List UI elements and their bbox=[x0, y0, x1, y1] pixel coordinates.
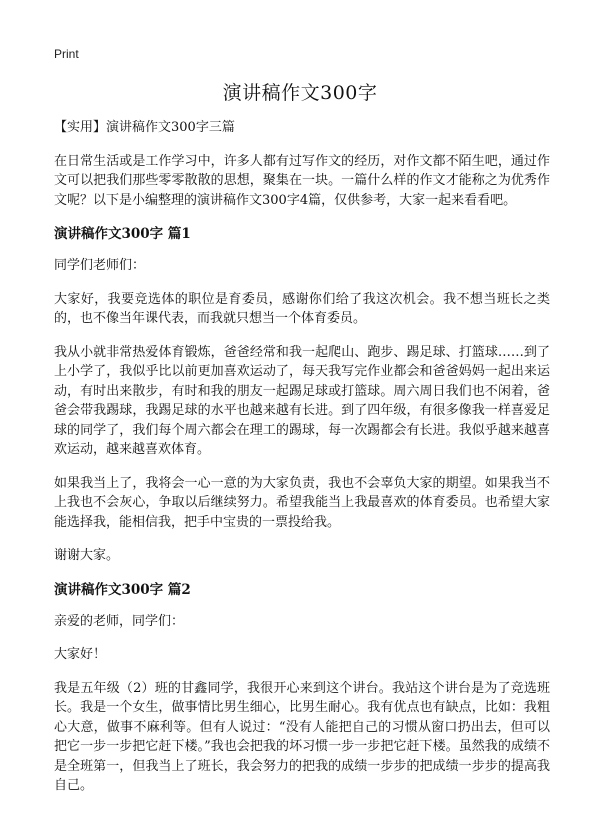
section-heading-2: 演讲稿作文300字 篇2 bbox=[54, 581, 191, 598]
section1-greeting: 同学们老师们： bbox=[54, 258, 146, 273]
section-heading-1: 演讲稿作文300字 篇1 bbox=[54, 226, 191, 242]
section1-paragraph-3: 如果我当上了，我将会一心一意的为大家负责，我也不会辜负大家的期望。如果我当不上我也不会灰心，争取以后继续努力。希望我能当上我最喜欢的体育委员。也希望大家能选择我，能相信我，把手中宝贵的一票投给我。 bbox=[54, 475, 550, 530]
print-link[interactable]: Print bbox=[54, 47, 79, 61]
section2-hello: 大家好！ bbox=[54, 647, 107, 662]
tag-line: 【实用】演讲稿作文300字三篇 bbox=[54, 120, 235, 135]
section1-closing: 谢谢大家。 bbox=[54, 548, 120, 563]
page-title: 演讲稿作文300字 bbox=[222, 82, 378, 104]
section2-paragraph-1: 我是五年级（2）班的甘鑫同学，我很开心来到这个讲台。我站这个讲台是为了竞选班长。我是一个女生，做事情比男生细心，比男生耐心。我有优点也有缺点，比如：我粗心大意，做事不麻利等。但有人说过：“没有人能把自己的习惯从窗口扔出去，但可以把它一步一步把它赶下楼。”我也会把我的坏习惯一步一步把它赶下楼。虽然我的成绩不是全班第一，但我当上了班长，我会努力的把我的成绩一步步的把成绩一步步的提高我自己。 bbox=[54, 680, 550, 793]
section1-paragraph-2: 我从小就非常热爱体育锻炼，爸爸经常和我一起爬山、跑步、踢足球、打篮球……到了上小学了，我似乎比以前更加喜欢运动了，每天我写完作业都会和爸爸妈妈一起出来运动，有时出来散步，有时和我的朋友一起踢足球或打篮球。周六周日我们也不闲着，爸爸会带我踢球，我踢足球的水平也越来越有长进。到了四年级，有很多像我一样喜爱足球的同学了，我们每个周六都会在理工的踢球，每一次踢都会有长进。我似乎越来越喜欢运动，越来越喜欢体育。 bbox=[54, 344, 550, 457]
section1-paragraph-1: 大家好，我要竞选体的职位是育委员，感谢你们给了我这次机会。我不想当班长之类的，也不像当年课代表，而我就只想当一个体育委员。 bbox=[54, 291, 550, 326]
intro-paragraph: 在日常生活或是工作学习中，许多人都有过写作文的经历，对作文都不陌生吧，通过作文可以把我们那些零零散散的思想，聚集在一块。一篇什么样的作文才能称之为优秀作文呢？以下是小编整理的演讲稿作文300字4篇，仅供参考，大家一起来看看吧。 bbox=[54, 153, 550, 208]
article-body bbox=[54, 118, 550, 810]
section2-greeting: 亲爱的老师，同学们： bbox=[54, 613, 185, 629]
